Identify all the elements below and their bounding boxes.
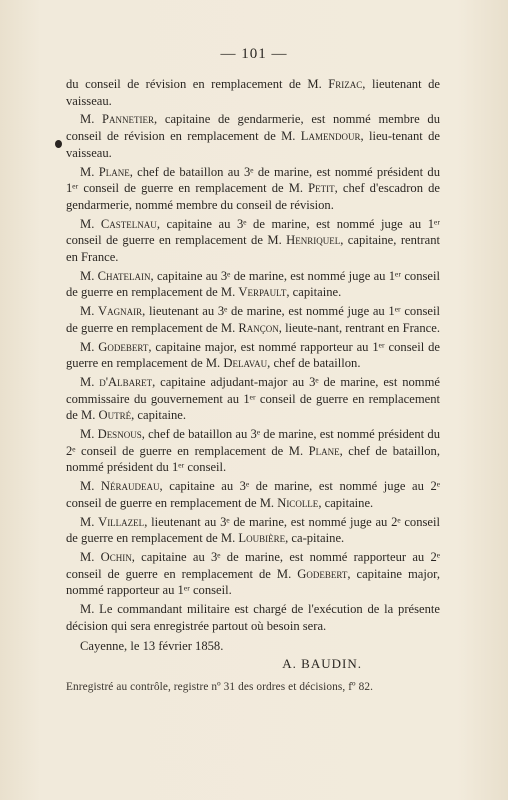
person-name: Loubière xyxy=(238,531,286,546)
paragraph-text: M. xyxy=(80,304,99,319)
paragraph-text: , lieutenant au 3ᵉ de marine, est nommé juge au 2ᵉ conseil de guerre en remplacement de M. xyxy=(66,514,440,546)
paragraph xyxy=(66,111,440,161)
paragraph-text: M. xyxy=(80,112,103,127)
paragraph-text: , capitaine, rentrant en France. xyxy=(66,233,440,265)
paragraph-text: , lieutenant de vaisseau. xyxy=(66,77,440,108)
decision-text xyxy=(66,76,440,696)
person-name: Castelnau xyxy=(100,216,157,231)
person-name: Néraudeau xyxy=(100,479,160,494)
paragraph xyxy=(66,478,440,511)
paragraph-list xyxy=(66,76,440,635)
paragraph-text: du conseil de révision en remplacement de M. xyxy=(66,77,329,91)
paragraph-text: M. xyxy=(80,514,99,529)
date-line: Cayenne, le 13 février 1858. xyxy=(80,638,224,653)
paragraph-text: M. xyxy=(80,164,99,179)
person-name: Desnous xyxy=(97,427,142,442)
paragraph xyxy=(66,514,440,547)
signature: A. BAUDIN. xyxy=(282,656,362,672)
paragraph-text: M. xyxy=(80,479,101,494)
paragraph-text: , capitaine au 3ᵉ de marine, est nommé juge au 1ᵉʳ conseil de guerre en remplacement de M. xyxy=(66,216,440,248)
paragraph xyxy=(66,601,440,634)
paragraph-text: , chef de bataillon, nommé président du 1ᵉʳ conseil. xyxy=(66,443,440,475)
paragraph-text: M. xyxy=(80,339,99,354)
person-name: Frizac xyxy=(328,77,363,91)
person-name: Outré xyxy=(98,408,132,423)
paragraph-text: , chef d'escadron de gendarmerie, nommé membre du conseil de révision. xyxy=(66,181,440,212)
paragraph-text: M. xyxy=(80,216,101,231)
person-name: Henriquel xyxy=(286,233,341,248)
paragraph-text: , ca-pitaine. xyxy=(285,531,345,546)
paragraph-text: , capitaine au 3ᵉ de marine, est nommé juge au 2ᵉ conseil de guerre en remplacement de M. xyxy=(66,479,441,510)
person-name: Rançon xyxy=(238,320,279,335)
paragraph-text: , capitaine. xyxy=(318,495,374,510)
paragraph-text: M. xyxy=(80,427,98,442)
person-name: Godebert xyxy=(297,566,348,581)
paragraph-text: M. xyxy=(80,268,98,283)
person-name: Pannetier xyxy=(102,112,155,127)
paragraph-text: , capitaine de gendarmerie, est nommé membre du conseil de révision en remplacement de M. xyxy=(66,112,440,144)
person-name: Villazel xyxy=(98,514,145,529)
person-name: Petit xyxy=(308,181,335,196)
paragraph xyxy=(66,339,440,372)
paragraph-text: , chef de bataillon au 3ᵉ de marine, est nommé président du 1ᵉʳ conseil de guerre en remplacement de M. xyxy=(66,164,441,196)
person-name: Lamendour xyxy=(300,129,361,144)
paragraph-text: , capitaine. xyxy=(286,285,342,300)
paragraph xyxy=(66,374,440,424)
paragraph xyxy=(66,76,440,109)
paragraph-text: M. xyxy=(80,374,100,389)
registration-note: Enregistré au contrôle, registre nº 31 des ordres et décisions, fº 82. xyxy=(66,680,374,693)
paragraph-text: , chef de bataillon. xyxy=(267,356,361,371)
paragraph-text: , capitaine major, nommé rapporteur au 1ᵉʳ conseil. xyxy=(66,566,440,598)
person-name: d'Albaret xyxy=(99,374,153,389)
paragraph-text: , capitaine. xyxy=(131,408,187,423)
person-name: Godebert xyxy=(98,339,149,354)
paragraph xyxy=(66,303,440,336)
paragraph-text: , capitaine adjudant-major au 3ᵉ de marine, est nommé commissaire du gouvernement au 1ᵉʳ conseil de guerre en remplacement de M. xyxy=(66,374,440,423)
person-name: Plane xyxy=(308,443,340,458)
person-name: Chatelain xyxy=(97,268,151,283)
paragraph-text: , chef de bataillon au 3ᵉ de marine, est nommé président du 2ᵉ conseil de guerre en remplacement de M. xyxy=(66,427,440,458)
paragraph-text: M. Le commandant militaire est chargé de l'exécution de la présente décision qui sera enregistrée partout où besoin sera. xyxy=(66,602,440,633)
ink-blot xyxy=(55,140,62,148)
person-name: Verpault xyxy=(238,285,287,300)
paragraph xyxy=(66,164,440,214)
paragraph-text: , capitaine au 3ᵉ de marine, est nommé rapporteur au 2ᵉ conseil de guerre en remplacement de M. xyxy=(66,549,441,581)
paragraph-text: , lieu-tenant de vaisseau. xyxy=(66,129,440,160)
person-name: Ochin xyxy=(100,549,132,564)
paragraph xyxy=(66,216,440,266)
paragraph-text: , lieute-nant, rentrant en France. xyxy=(278,320,440,335)
paragraph-text: , capitaine au 3ᵉ de marine, est nommé juge au 1ᵉʳ conseil de guerre en remplacement de M. xyxy=(66,268,440,300)
person-name: Vagnair xyxy=(98,304,143,319)
person-name: Plane xyxy=(98,164,130,179)
person-name: Delavau xyxy=(223,356,268,371)
page-number: — 101 — xyxy=(220,46,288,62)
paragraph xyxy=(66,426,440,476)
paragraph-text: , capitaine major, est nommé rapporteur au 1ᵉʳ conseil de guerre en remplacement de M. xyxy=(66,339,441,371)
paragraph-text: , lieutenant au 3ᵉ de marine, est nommé juge au 1ᵉʳ conseil de guerre en remplacement de M. xyxy=(66,304,440,335)
paragraph xyxy=(66,268,440,301)
paragraph xyxy=(66,549,440,599)
paragraph-text: M. xyxy=(80,549,101,564)
person-name: Nicolle xyxy=(277,495,319,510)
